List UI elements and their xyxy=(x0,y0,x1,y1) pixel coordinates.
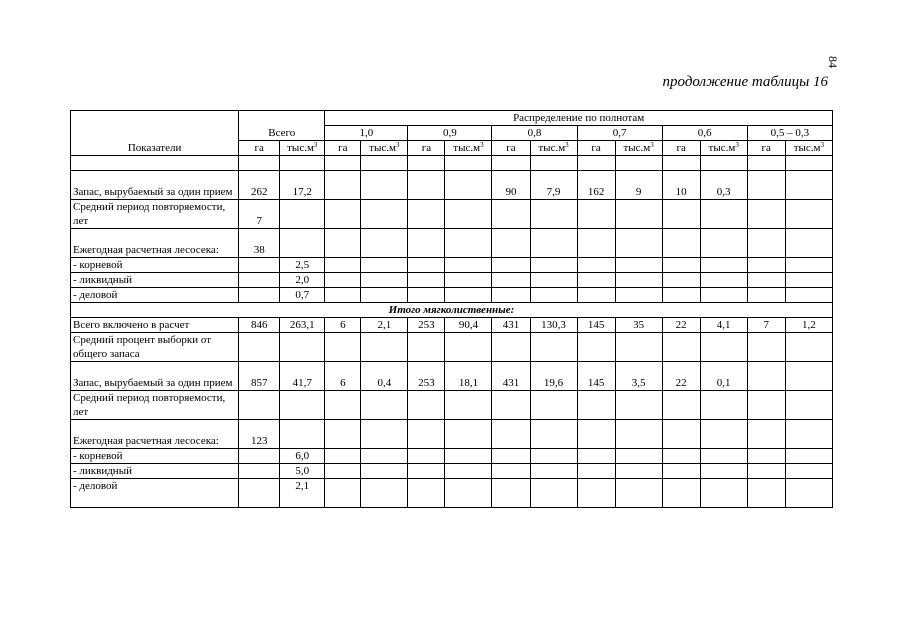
empty-cell xyxy=(785,156,832,171)
unit-volume-text: тыс.м xyxy=(538,142,566,154)
cell-value xyxy=(445,479,492,508)
header-indicator: Показатели xyxy=(71,111,239,156)
cell-value xyxy=(492,273,530,288)
table-row xyxy=(71,449,833,464)
empty-cell xyxy=(577,156,615,171)
cell-value: 90,4 xyxy=(445,318,492,333)
row-label: Запас, вырубаемый за один прием xyxy=(71,171,239,200)
row-label: Запас, вырубаемый за один прием xyxy=(71,362,239,391)
unit-volume xyxy=(785,141,832,156)
cell-value xyxy=(615,464,662,479)
cell-value: 17,2 xyxy=(280,171,325,200)
header-group: 1,0 xyxy=(325,126,408,141)
page-number: 84 xyxy=(826,56,840,68)
empty-cell xyxy=(662,156,700,171)
cell-value xyxy=(530,288,577,303)
cell-value xyxy=(280,333,325,362)
empty-cell xyxy=(71,156,239,171)
cell-value xyxy=(239,273,280,288)
cell-value: 7 xyxy=(239,200,280,229)
empty-cell xyxy=(325,156,361,171)
table-continuation-caption: продолжение таблицы 16 xyxy=(662,74,828,90)
empty-cell xyxy=(747,156,785,171)
cell-value xyxy=(239,391,280,420)
unit-volume-superscript: 3 xyxy=(650,141,654,149)
unit-volume-text: тыс.м xyxy=(708,142,736,154)
cell-value: 6 xyxy=(325,362,361,391)
cell-value xyxy=(747,200,785,229)
unit-volume-superscript: 3 xyxy=(313,141,318,149)
cell-value xyxy=(361,449,408,464)
cell-value xyxy=(615,391,662,420)
cell-value xyxy=(785,362,832,391)
cell-value: 4,1 xyxy=(700,318,747,333)
cell-value: 7 xyxy=(747,318,785,333)
cell-value: 6 xyxy=(325,318,361,333)
cell-value xyxy=(361,333,408,362)
cell-value xyxy=(492,420,530,449)
row-label: - ликвидный xyxy=(71,464,239,479)
unit-volume-superscript: 3 xyxy=(820,141,825,149)
cell-value: 2,1 xyxy=(361,318,408,333)
row-label: Ежегодная расчетная лесосека: xyxy=(71,420,239,449)
cell-value xyxy=(700,479,747,508)
row-label: Средний процент выборки от общего запаса xyxy=(71,333,239,362)
cell-value xyxy=(361,273,408,288)
cell-value xyxy=(492,449,530,464)
cell-value xyxy=(408,258,445,273)
cell-value xyxy=(700,391,747,420)
cell-value xyxy=(577,449,615,464)
cell-value xyxy=(700,200,747,229)
cell-value: 19,6 xyxy=(530,362,577,391)
cell-value xyxy=(445,200,492,229)
cell-value xyxy=(700,449,747,464)
unit-volume xyxy=(445,141,492,156)
cell-value: 262 xyxy=(239,171,280,200)
cell-value xyxy=(615,288,662,303)
cell-value xyxy=(530,273,577,288)
cell-value xyxy=(530,479,577,508)
cell-value xyxy=(747,449,785,464)
cell-value xyxy=(662,333,700,362)
cell-value xyxy=(361,258,408,273)
cell-value xyxy=(785,479,832,508)
cell-value: 6,0 xyxy=(280,449,325,464)
table-row xyxy=(71,258,833,273)
cell-value xyxy=(408,449,445,464)
cell-value xyxy=(615,479,662,508)
cell-value xyxy=(747,273,785,288)
row-label: - деловой xyxy=(71,288,239,303)
cell-value xyxy=(492,333,530,362)
cell-value xyxy=(492,258,530,273)
cell-value xyxy=(361,391,408,420)
cell-value: 130,3 xyxy=(530,318,577,333)
cell-value xyxy=(577,420,615,449)
cell-value xyxy=(615,449,662,464)
section-title: Итого мягколиственные: xyxy=(71,303,833,318)
cell-value xyxy=(530,449,577,464)
cell-value xyxy=(662,273,700,288)
cell-value xyxy=(280,420,325,449)
unit-volume-superscript: 3 xyxy=(735,141,739,149)
cell-value xyxy=(662,464,700,479)
cell-value xyxy=(785,273,832,288)
cell-value xyxy=(408,229,445,258)
header-group: 0,9 xyxy=(408,126,492,141)
cell-value xyxy=(445,391,492,420)
cell-value xyxy=(662,449,700,464)
row-label: - корневой xyxy=(71,258,239,273)
cell-value xyxy=(239,258,280,273)
cell-value xyxy=(615,200,662,229)
unit-volume-superscript: 3 xyxy=(396,141,400,149)
cell-value xyxy=(747,479,785,508)
table-row xyxy=(71,273,833,288)
cell-value: 263,1 xyxy=(280,318,325,333)
cell-value xyxy=(747,171,785,200)
table-row xyxy=(71,333,833,362)
cell-value xyxy=(530,464,577,479)
cell-value xyxy=(325,464,361,479)
cell-value: 22 xyxy=(662,318,700,333)
unit-ha: га xyxy=(747,141,785,156)
cell-value xyxy=(747,420,785,449)
header-total: Всего xyxy=(239,111,325,141)
cell-value xyxy=(615,258,662,273)
cell-value xyxy=(747,391,785,420)
cell-value: 18,1 xyxy=(445,362,492,391)
cell-value xyxy=(445,258,492,273)
cell-value xyxy=(408,464,445,479)
unit-volume-superscript: 3 xyxy=(565,141,569,149)
cell-value xyxy=(700,258,747,273)
unit-ha: га xyxy=(662,141,700,156)
cell-value: 431 xyxy=(492,362,530,391)
cell-value xyxy=(747,229,785,258)
cell-value xyxy=(325,171,361,200)
cell-value xyxy=(577,258,615,273)
cell-value xyxy=(361,171,408,200)
header-group: 0,7 xyxy=(577,126,662,141)
cell-value xyxy=(445,420,492,449)
row-label: Всего включено в расчет xyxy=(71,318,239,333)
cell-value: 431 xyxy=(492,318,530,333)
cell-value xyxy=(325,288,361,303)
cell-value xyxy=(408,273,445,288)
cell-value xyxy=(530,258,577,273)
cell-value xyxy=(785,288,832,303)
spacer-row xyxy=(71,156,833,171)
empty-cell xyxy=(361,156,408,171)
cell-value xyxy=(492,229,530,258)
cell-value xyxy=(577,333,615,362)
cell-value xyxy=(662,479,700,508)
cell-value: 38 xyxy=(239,229,280,258)
cell-value xyxy=(530,333,577,362)
cell-value xyxy=(361,288,408,303)
cell-value xyxy=(615,420,662,449)
table-row xyxy=(71,318,833,333)
cell-value: 857 xyxy=(239,362,280,391)
table-row xyxy=(71,391,833,420)
cell-value: 162 xyxy=(577,171,615,200)
cell-value: 10 xyxy=(662,171,700,200)
cell-value xyxy=(577,288,615,303)
cell-value xyxy=(492,479,530,508)
header-group: 0,8 xyxy=(492,126,577,141)
cell-value xyxy=(747,258,785,273)
cell-value xyxy=(615,333,662,362)
cell-value xyxy=(492,200,530,229)
cell-value xyxy=(325,229,361,258)
row-label: Ежегодная расчетная лесосека: xyxy=(71,229,239,258)
cell-value: 22 xyxy=(662,362,700,391)
table-row xyxy=(71,464,833,479)
cell-value xyxy=(325,449,361,464)
cell-value: 5,0 xyxy=(280,464,325,479)
empty-cell xyxy=(408,156,445,171)
cell-value: 253 xyxy=(408,362,445,391)
cell-value xyxy=(785,229,832,258)
cell-value xyxy=(325,200,361,229)
cell-value: 846 xyxy=(239,318,280,333)
unit-volume xyxy=(530,141,577,156)
table-row xyxy=(71,479,833,508)
unit-volume xyxy=(280,141,325,156)
cell-value xyxy=(577,391,615,420)
unit-volume-text: тыс.м xyxy=(453,142,481,154)
cell-value xyxy=(325,333,361,362)
cell-value xyxy=(325,391,361,420)
cell-value xyxy=(239,449,280,464)
cell-value xyxy=(408,288,445,303)
cell-value xyxy=(445,449,492,464)
cell-value xyxy=(700,464,747,479)
cell-value xyxy=(325,420,361,449)
section-row xyxy=(71,303,833,318)
empty-cell xyxy=(445,156,492,171)
unit-ha: га xyxy=(492,141,530,156)
empty-cell xyxy=(492,156,530,171)
cell-value xyxy=(408,200,445,229)
row-label: Средний период повторяемости, лет xyxy=(71,391,239,420)
header-distribution: Распределение по полнотам xyxy=(325,111,833,126)
cell-value xyxy=(280,229,325,258)
cell-value xyxy=(785,420,832,449)
cell-value xyxy=(785,391,832,420)
cell-value xyxy=(408,479,445,508)
cell-value xyxy=(785,333,832,362)
unit-ha: га xyxy=(325,141,361,156)
cell-value: 2,5 xyxy=(280,258,325,273)
cell-value: 0,7 xyxy=(280,288,325,303)
unit-volume-text: тыс.м xyxy=(623,142,651,154)
cell-value xyxy=(577,229,615,258)
cell-value xyxy=(577,464,615,479)
cell-value: 145 xyxy=(577,318,615,333)
cell-value xyxy=(700,420,747,449)
cell-value xyxy=(747,362,785,391)
cell-value xyxy=(785,258,832,273)
cell-value xyxy=(445,333,492,362)
cell-value: 9 xyxy=(615,171,662,200)
unit-ha: га xyxy=(408,141,445,156)
cell-value xyxy=(239,333,280,362)
cell-value xyxy=(785,449,832,464)
table-row xyxy=(71,229,833,258)
row-label: - деловой xyxy=(71,479,239,508)
cell-value xyxy=(700,273,747,288)
cell-value: 90 xyxy=(492,171,530,200)
cell-value xyxy=(785,464,832,479)
cell-value xyxy=(445,464,492,479)
row-label: - корневой xyxy=(71,449,239,464)
cell-value xyxy=(747,464,785,479)
table-row xyxy=(71,362,833,391)
cell-value: 145 xyxy=(577,362,615,391)
cell-value xyxy=(662,229,700,258)
cell-value xyxy=(361,229,408,258)
cell-value xyxy=(747,333,785,362)
table-body xyxy=(71,156,833,508)
cell-value xyxy=(239,479,280,508)
unit-volume-text: тыс.м xyxy=(287,142,314,154)
table-row xyxy=(71,420,833,449)
cell-value xyxy=(700,288,747,303)
cell-value xyxy=(325,273,361,288)
empty-cell xyxy=(615,156,662,171)
cell-value xyxy=(408,391,445,420)
cell-value xyxy=(361,464,408,479)
cell-value: 2,1 xyxy=(280,479,325,508)
cell-value xyxy=(408,420,445,449)
cell-value xyxy=(700,333,747,362)
cell-value xyxy=(361,200,408,229)
unit-volume-text: тыс.м xyxy=(369,142,397,154)
cell-value xyxy=(492,391,530,420)
empty-cell xyxy=(700,156,747,171)
cell-value xyxy=(408,171,445,200)
cell-value xyxy=(280,200,325,229)
cell-value xyxy=(662,391,700,420)
cell-value xyxy=(445,171,492,200)
cell-value xyxy=(700,229,747,258)
cell-value xyxy=(785,171,832,200)
cell-value: 7,9 xyxy=(530,171,577,200)
cell-value xyxy=(615,229,662,258)
row-label: Средний период повторяемости, лет xyxy=(71,200,239,229)
empty-cell xyxy=(239,156,280,171)
cell-value xyxy=(239,288,280,303)
empty-cell xyxy=(280,156,325,171)
table-row xyxy=(71,171,833,200)
cell-value xyxy=(577,479,615,508)
cell-value xyxy=(747,288,785,303)
cell-value xyxy=(361,420,408,449)
cell-value: 1,2 xyxy=(785,318,832,333)
cell-value xyxy=(662,420,700,449)
unit-volume-text: тыс.м xyxy=(793,142,821,154)
table-row xyxy=(71,200,833,229)
cell-value xyxy=(577,273,615,288)
row-label: - ликвидный xyxy=(71,273,239,288)
cell-value: 3,5 xyxy=(615,362,662,391)
unit-ha: га xyxy=(577,141,615,156)
cell-value xyxy=(530,391,577,420)
header-group: 0,5 – 0,3 xyxy=(747,126,832,141)
cell-value xyxy=(445,229,492,258)
cell-value xyxy=(530,229,577,258)
cell-value xyxy=(662,200,700,229)
cell-value xyxy=(492,464,530,479)
unit-volume-superscript: 3 xyxy=(480,141,484,149)
forest-data-table xyxy=(70,110,833,508)
cell-value xyxy=(785,200,832,229)
cell-value xyxy=(662,258,700,273)
cell-value: 123 xyxy=(239,420,280,449)
cell-value: 0,3 xyxy=(700,171,747,200)
unit-volume xyxy=(361,141,408,156)
empty-cell xyxy=(530,156,577,171)
cell-value xyxy=(662,288,700,303)
cell-value: 2,0 xyxy=(280,273,325,288)
cell-value: 0,1 xyxy=(700,362,747,391)
cell-value xyxy=(530,420,577,449)
cell-value xyxy=(239,464,280,479)
unit-volume xyxy=(615,141,662,156)
cell-value xyxy=(325,258,361,273)
cell-value xyxy=(615,273,662,288)
cell-value: 0,4 xyxy=(361,362,408,391)
cell-value xyxy=(325,479,361,508)
header-group: 0,6 xyxy=(662,126,747,141)
cell-value xyxy=(280,391,325,420)
cell-value xyxy=(530,200,577,229)
cell-value: 35 xyxy=(615,318,662,333)
cell-value: 41,7 xyxy=(280,362,325,391)
cell-value xyxy=(577,200,615,229)
cell-value xyxy=(445,273,492,288)
unit-volume xyxy=(700,141,747,156)
cell-value xyxy=(445,288,492,303)
cell-value xyxy=(492,288,530,303)
cell-value: 253 xyxy=(408,318,445,333)
unit-ha: га xyxy=(239,141,280,156)
cell-value xyxy=(361,479,408,508)
table-row xyxy=(71,288,833,303)
cell-value xyxy=(408,333,445,362)
